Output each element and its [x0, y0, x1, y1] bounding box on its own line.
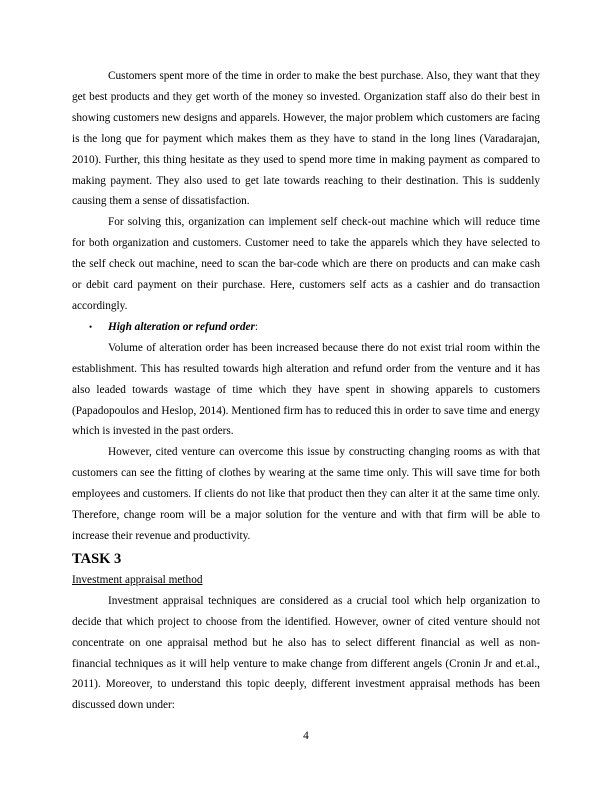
paragraph-customer-waiting: Customers spent more of the time in order to make the best purchase. Also, they want that they get best products and they get worth of the money so invested. Organization staff also do their best in showing customers new designs and apparels. However, the major problem which customers are facing is the long que for payment which makes them as they have to stand in the long lines (Varadarajan, 2010). Further, this thing hesitate as they used to spend more time in making payment as compared to making payment. They also used to get late towards reaching to their destination. This is suddenly causing them a sense of dissatisfaction. — [72, 70, 540, 208]
page-number: 4 — [303, 730, 309, 742]
section-subheading: Investment appraisal method — [72, 573, 203, 586]
bullet-point-icon: • — [89, 321, 93, 332]
paragraph-investment-appraisal: Investment appraisal techniques are considered as a crucial tool which help organization to decide that which project to choose from the identified. However, owner of cited venture should not concentrate on one appraisal method but he also has to select different financial as well as non-financial techniques as it will help venture to make change from different angels (Cronin Jr and et.al., 2011). Moreover, to understand this topic deeply, different investment appraisal methods has been discussed down under: — [72, 594, 540, 712]
bullet-item-alteration — [72, 317, 540, 338]
bullet-colon: : — [254, 320, 259, 333]
paragraph-self-checkout: For solving this, organization can implement self check-out machine which will reduce time for both organization and customers. Customer need to take the apparels which they have selected to the self check out machine, need to scan the bar-code which are there on products and can make cash or debit card payment on their purchase. Here, customers self acts as a cashier and do transaction accordingly. — [72, 216, 540, 312]
paragraph-changing-rooms: However, cited venture can overcome this issue by constructing changing rooms as with that customers can see the fitting of clothes by wearing at the same time only. This will save time for both employees and customers. If clients do not like that product then they can alter it at the same time only. Therefore, change room will be a major solution for the venture and with that firm will be able to increase their revenue and productivity. — [72, 446, 540, 542]
task-heading: TASK 3 — [72, 550, 122, 567]
paragraph-alteration-volume: Volume of alteration order has been increased because there do not exist trial room within the establishment. This has resulted towards high alteration and refund order from the venture and it has also leaded towards wastage of time which they have spent in showing apparels to customers (Papadopoulos and Heslop, 2014). Mentioned firm has to reduced this in order to save time and energy which is invested in the past orders. — [72, 341, 540, 438]
document-page — [72, 66, 540, 716]
bullet-term: High alteration or refund order — [108, 320, 255, 333]
